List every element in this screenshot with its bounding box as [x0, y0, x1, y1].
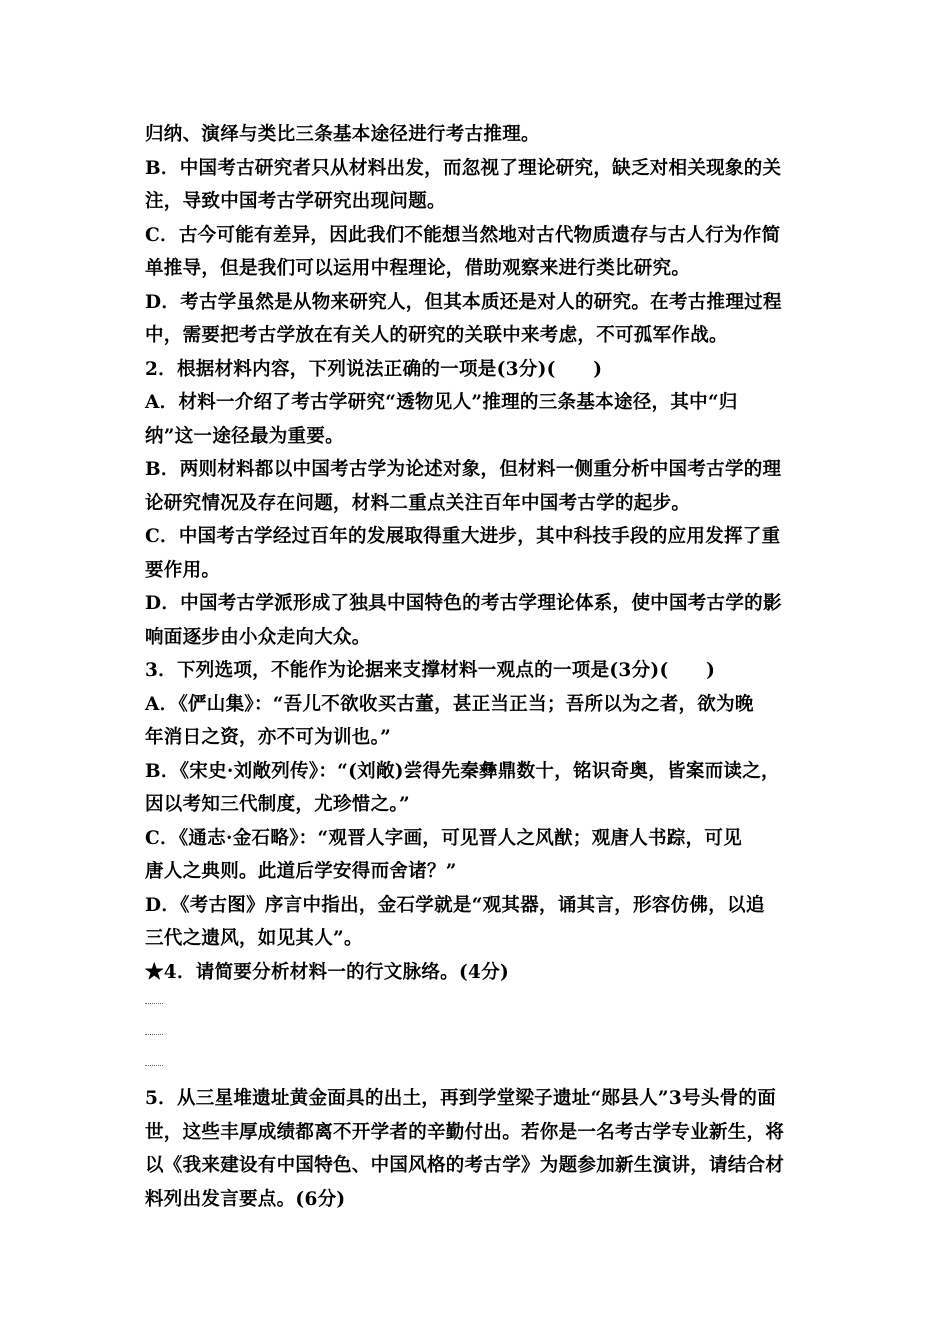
text-line: 要作用。 — [145, 559, 221, 581]
option-b-line: B．中国考古研究者只从材料出发，而忽视了理论研究，缺乏对相关现象的关 — [145, 157, 782, 179]
option-b-line: B．两则材料都以中国考古学为论述对象，但材料一侧重分析中国考古学的理 — [145, 459, 782, 480]
text-line: 以《我来建设有中国特色、中国风格的考古学》为题参加新生演讲，请结合材 — [145, 1155, 785, 1176]
text-line: 单推导，但是我们可以运用中程理论，借助观察来进行类比研究。 — [145, 258, 691, 279]
option-d-line: D．《考古图》序言中指出，金石学就是“观其器，诵其言，形容仿佛，以追 — [145, 894, 765, 916]
option-a-line: A．《俨山集》：“吾儿不欲收买古董，甚正当正当；吾所以为之者，欲为晚 — [145, 693, 754, 715]
dotted-rule — [145, 1034, 163, 1035]
text-line: 论研究情况及存在问题，材料二重点关注百年中国考古学的起步。 — [145, 492, 691, 514]
option-c-line: C．《通志·金石略》：“观晋人字画，可见晋人之风猷；观唐人书踪，可见 — [145, 827, 743, 849]
text-line: 世，这些丰厚成绩都离不开学者的辛勤付出。若你是一名考古学专业新生，将 — [145, 1121, 785, 1143]
answer-blank-line[interactable] — [145, 989, 820, 1020]
text-line: 三代之遗风，如见其人”。 — [145, 928, 363, 949]
document-page — [145, 118, 820, 1216]
option-a-line: A．材料一介绍了考古学研究“透物见人”推理的三条基本途径，其中“归 — [145, 392, 738, 413]
option-c-line: C．中国考古学经过百年的发展取得重大进步，其中科技手段的应用发挥了重 — [145, 526, 781, 547]
answer-blank-line[interactable] — [145, 1020, 820, 1051]
question-4: ★4．请简要分析材料一的行文脉络。(4分) — [145, 961, 510, 983]
question-3: 3．下列选项，不能作为论据来支撑材料一观点的一项是(3分)( ) — [145, 660, 716, 681]
option-d-line: D．中国考古学派形成了独具中国特色的考古学理论体系，使中国考古学的影 — [145, 593, 782, 614]
text-line: 归纳、演绎与类比三条基本途径进行考古推理。 — [145, 124, 540, 145]
answer-blank-line[interactable] — [145, 1051, 820, 1082]
question-2: 2．根据材料内容，下列说法正确的一项是(3分)( ) — [145, 358, 603, 380]
text-line: 料列出发言要点。(6分) — [145, 1188, 346, 1210]
text-line: 注，导致中国考古学研究出现问题。 — [145, 191, 446, 212]
text-line: 纳”这一途径最为重要。 — [145, 425, 344, 447]
dotted-rule — [145, 1065, 163, 1066]
text-line: 中，需要把考古学放在有关人的研究的关联中来考虑，不可孤军作战。 — [145, 325, 728, 346]
question-5: 5．从三星堆遗址黄金面具的出土，再到学堂梁子遗址“郧县人”3号头骨的面 — [145, 1088, 777, 1109]
option-d-line: D．考古学虽然是从物来研究人，但其本质还是对人的研究。在考古推理过程 — [145, 291, 782, 313]
dotted-rule — [145, 1003, 163, 1004]
text-line: 唐人之典则。此道后学安得而舍诸？” — [145, 861, 457, 882]
text-line: 因以考知三代制度，尤珍惜之。” — [145, 794, 410, 815]
option-c-line: C．古今可能有差异，因此我们不能想当然地对古代物质遗存与古人行为作简 — [145, 224, 781, 246]
text-line: 响面逐步由小众走向大众。 — [145, 626, 371, 648]
option-b-line: B．《宋史·刘敞列传》：“(刘敞)尝得先秦彝鼎数十，铭识奇奥，皆案而读之， — [145, 760, 780, 782]
text-line: 年消日之资，亦不可为训也。” — [145, 727, 392, 748]
